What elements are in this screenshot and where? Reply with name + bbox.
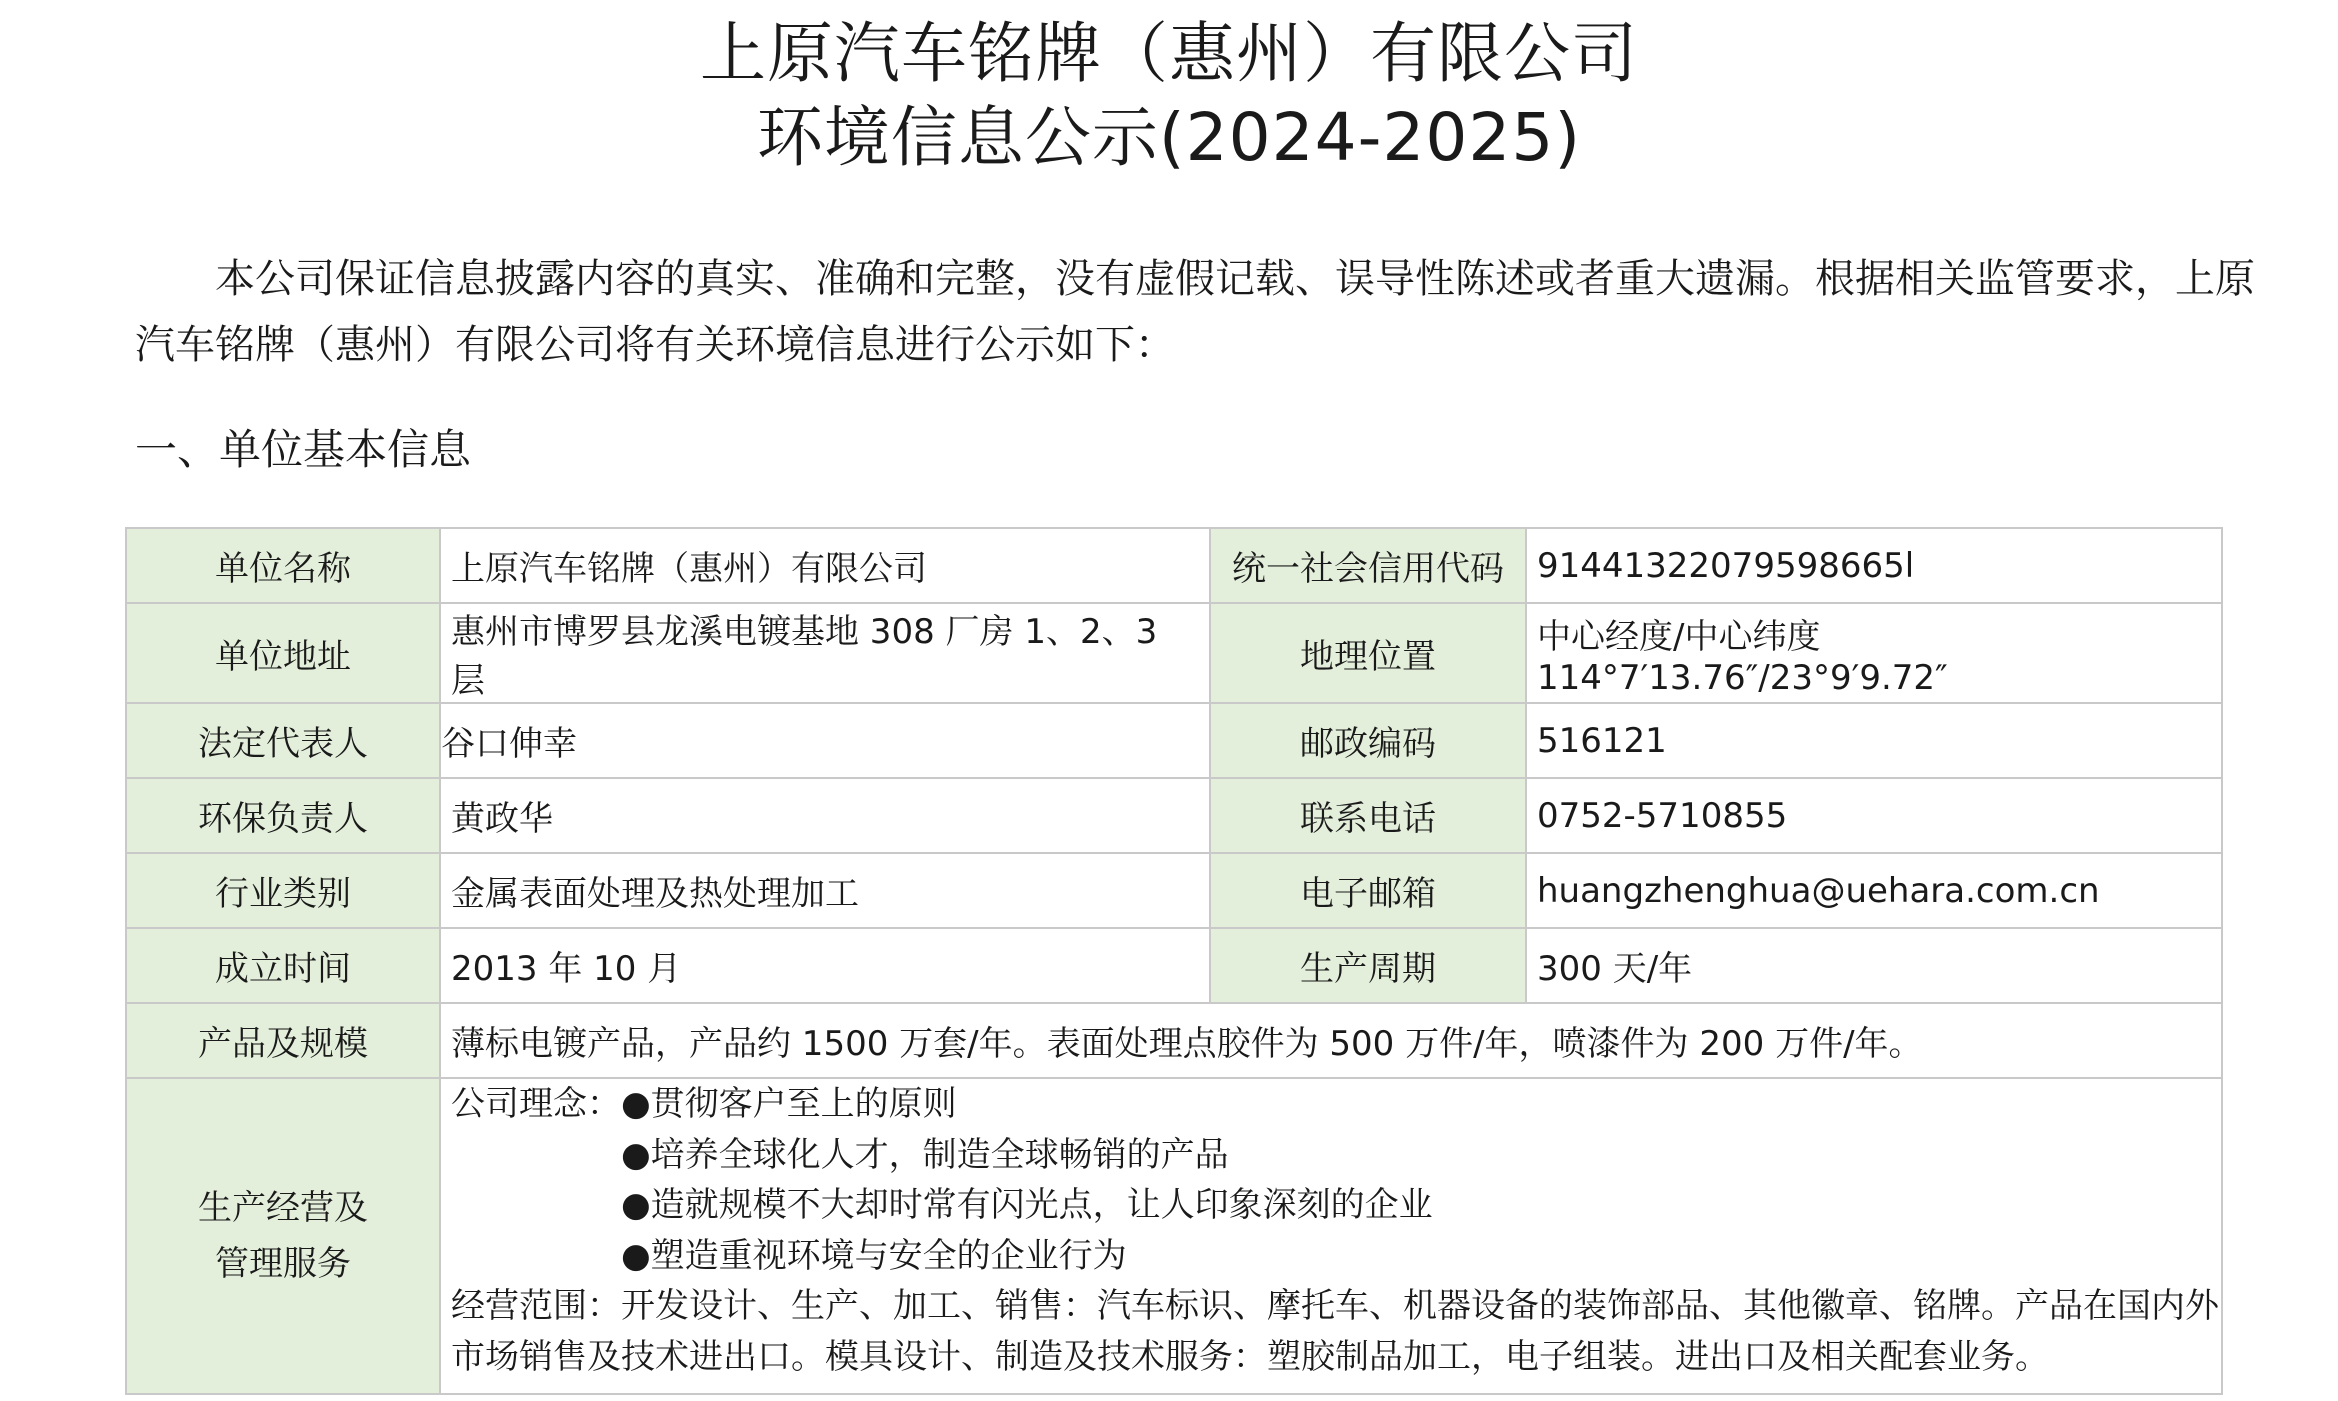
label-cell: 行业类别	[126, 853, 440, 928]
label-cell: 地理位置	[1210, 603, 1526, 703]
label-cell: 法定代表人	[126, 703, 440, 778]
scope-line: 市场销售及技术进出口。模具设计、制造及技术服务：塑胶制品加工，电子组装。进出口及相关配套业务。	[451, 1336, 2049, 1377]
philosophy-bullet: ●培养全球化人才，制造全球畅销的产品	[621, 1134, 1229, 1175]
table-row	[126, 928, 2222, 1003]
table-row	[126, 703, 2222, 778]
value-cell: 2013 年 10 月	[440, 928, 1210, 1003]
scope-line: 经营范围：开发设计、生产、加工、销售：汽车标识、摩托车、机器设备的装饰部品、其他徽章、铭牌。产品在国内外	[451, 1286, 2219, 1326]
value-cell: 中心经度/中心纬度 114°7′13.76″/23°9′9.72″	[1526, 603, 2222, 703]
value-cell: 上原汽车铭牌（惠州）有限公司	[440, 528, 1210, 603]
value-cell: 300 天/年	[1526, 928, 2222, 1003]
label-cell: 电子邮箱	[1210, 853, 1526, 928]
philosophy-line	[451, 1079, 2211, 1130]
value-cell: 516121	[1526, 703, 2222, 778]
label-cell: 单位名称	[126, 528, 440, 603]
label-cell	[126, 1078, 440, 1394]
section-heading: 一、单位基本信息	[135, 425, 472, 474]
value-cell: 金属表面处理及热处理加工	[440, 853, 1210, 928]
philosophy-line	[451, 1180, 2211, 1231]
management-label-line1: 生产经营及	[198, 1188, 368, 1228]
philosophy-bullet: ●塑造重视环境与安全的企业行为	[621, 1235, 1127, 1276]
management-value-cell	[440, 1078, 2222, 1394]
label-cell: 单位地址	[126, 603, 440, 703]
management-label-line2: 管理服务	[215, 1244, 351, 1284]
label-cell: 环保负责人	[126, 778, 440, 853]
table-row	[126, 778, 2222, 853]
value-cell: 谷口伸幸	[440, 703, 1210, 778]
label-cell: 生产周期	[1210, 928, 1526, 1003]
table-row	[126, 528, 2222, 603]
philosophy-bullet: ●贯彻客户至上的原则	[621, 1084, 957, 1124]
label-cell: 统一社会信用代码	[1210, 528, 1526, 603]
value-cell: 黄政华	[440, 778, 1210, 853]
product-value-cell: 薄标电镀产品，产品约 1500 万套/年。表面处理点胶件为 500 万件/年，喷漆件为 200 万件/年。	[440, 1003, 2222, 1078]
value-cell: huangzhenghua@uehara.com.cn	[1526, 853, 2222, 928]
label-cell: 成立时间	[126, 928, 440, 1003]
page-title-line2: 环境信息公示(2024-2025)	[756, 99, 1582, 176]
philosophy-bullet: ●造就规模不大却时常有闪光点，让人印象深刻的企业	[621, 1185, 1433, 1225]
philosophy-line	[451, 1231, 2211, 1282]
value-cell: 0752-5710855	[1526, 778, 2222, 853]
table-row-product	[126, 1003, 2222, 1078]
philosophy-line	[451, 1130, 2211, 1181]
basic-info-table	[125, 527, 2223, 1395]
intro-paragraph	[135, 246, 2265, 378]
value-cell: 91441322079598665l	[1526, 528, 2222, 603]
label-cell: 产品及规模	[126, 1003, 440, 1078]
table-row-management	[126, 1078, 2222, 1394]
table-row	[126, 603, 2222, 703]
label-cell: 联系电话	[1210, 778, 1526, 853]
value-cell: 惠州市博罗县龙溪电镀基地 308 厂房 1、2、3 层	[440, 603, 1210, 703]
table-row	[126, 853, 2222, 928]
intro-text: 本公司保证信息披露内容的真实、准确和完整，没有虚假记载、误导性陈述或者重大遗漏。根据相关监管要求，上原汽车铭牌（惠州）有限公司将有关环境信息进行公示如下：	[135, 256, 2255, 368]
page-title-line1: 上原汽车铭牌（惠州）有限公司	[700, 15, 1638, 92]
label-cell: 邮政编码	[1210, 703, 1526, 778]
philosophy-label: 公司理念：	[451, 1084, 621, 1124]
